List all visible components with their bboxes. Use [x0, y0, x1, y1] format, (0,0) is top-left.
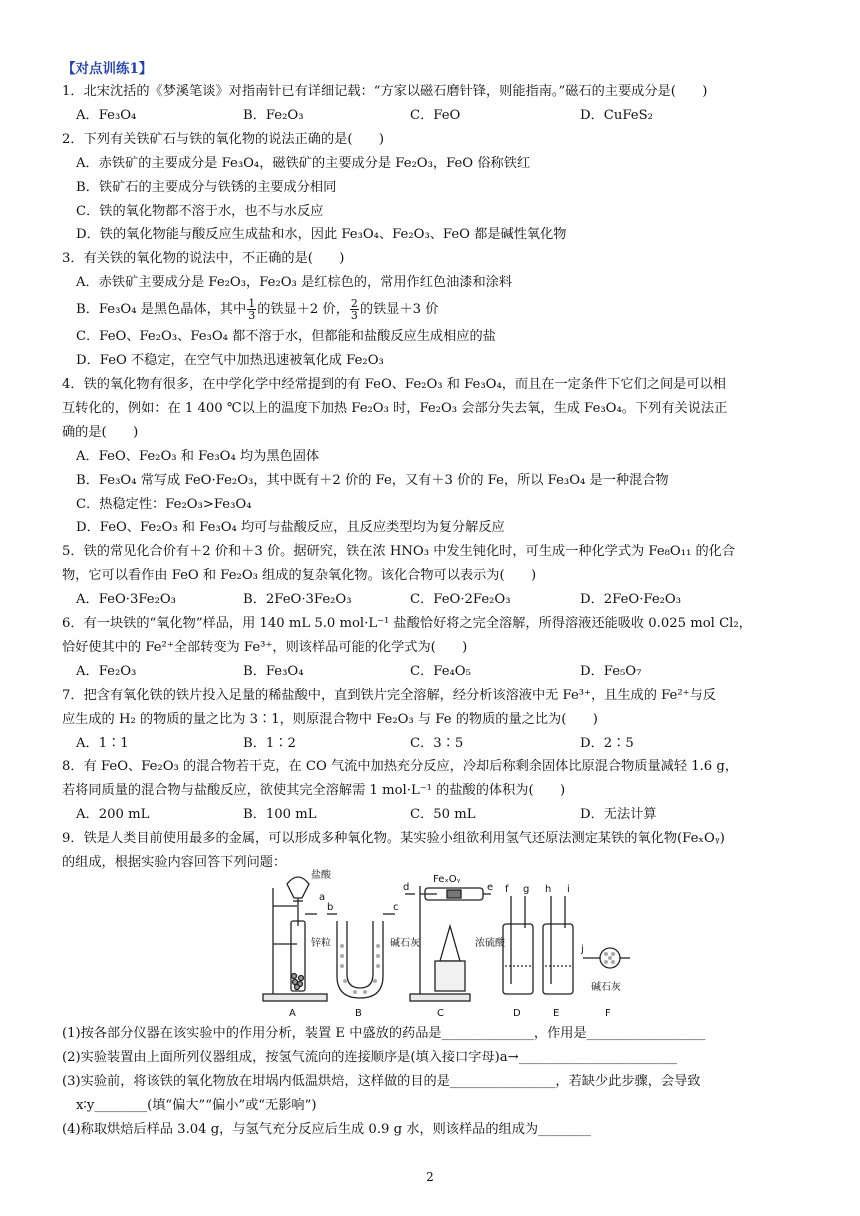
q7-option-c[interactable]: C．3∶5: [410, 735, 464, 751]
q7-option-a[interactable]: A．1∶1: [76, 735, 129, 751]
q4-line1: 4．铁的氧化物有很多，在中学化学中经常提到的有 FeO、Fe₂O₃ 和 Fe₃O₄，而且在一定条件下它们之间是可以相: [62, 376, 726, 392]
q5-options: [62, 588, 812, 612]
port-h: h: [545, 884, 552, 895]
q3-b-post: 的铁显＋3 价: [359, 302, 439, 318]
q2-option-a[interactable]: A．赤铁矿的主要成分是 Fe₃O₄，磁铁矿的主要成分是 Fe₂O₃，FeO 俗称铁红: [76, 155, 531, 171]
q2-option-d[interactable]: D．铁的氧化物能与酸反应生成盐和水，因此 Fe₃O₄、Fe₂O₃、FeO 都是碱性氧化物: [76, 227, 567, 243]
section-title: 【对点训练1】: [62, 61, 153, 77]
label-iron-oxide: FeₓOᵧ: [433, 874, 461, 885]
q7-line2: 应生成的 H₂ 的物质的量之比为 3∶1，则原混合物中 Fe₂O₃ 与 Fe 的物质的量之比为( ): [62, 711, 598, 727]
unit-b-u-tube: [327, 914, 395, 998]
soda-lime-fill-f: [604, 952, 615, 964]
unit-label-c: C: [437, 1008, 444, 1019]
q6-line2: 恰好使其中的 Fe²⁺全部转变为 Fe³⁺，则该样品可能的化学式为( ): [62, 639, 468, 655]
apparatus-figure: [205, 866, 635, 1021]
q8-option-a[interactable]: A．200 mL: [76, 807, 150, 823]
q8-option-b[interactable]: B．100 mL: [243, 807, 317, 823]
q2-option-b[interactable]: B．铁矿石的主要成分与铁锈的主要成分相同: [76, 179, 337, 195]
unit-f-drying-tube: [583, 948, 630, 968]
q9-part2: (2)实验装置由上面所列仪器组成，按氢气流向的连接顺序是(填入接口字母)a→________________________: [62, 1049, 677, 1065]
q6-line1: 6．有一块铁的“氧化物”样品，用 140 mL 5.0 mol·L⁻¹ 盐酸恰好将之完全溶解，所得溶液还能吸收 0.025 mol Cl₂，: [62, 616, 752, 632]
q5-option-c[interactable]: C．FeO·2Fe₂O₃: [410, 592, 511, 608]
q9-line2: 的组成，根据实验内容回答下列问题：: [62, 855, 287, 871]
q6-option-c[interactable]: C．Fe₄O₅: [410, 663, 471, 679]
fraction-two-thirds: [350, 298, 359, 321]
q3-option-d[interactable]: D．FeO 不稳定，在空气中加热迅速被氧化成 Fe₂O₃: [76, 353, 384, 369]
unit-label-a: A: [289, 1008, 296, 1019]
q9-subquestions: [62, 1022, 812, 1142]
port-i: i: [567, 884, 570, 895]
unit-label-d: D: [513, 1008, 521, 1019]
fraction-one-third: [247, 298, 256, 321]
q4-option-b[interactable]: B．Fe₃O₄ 常写成 FeO·Fe₂O₃，其中既有＋2 价的 Fe，又有＋3 价的 Fe，所以 Fe₃O₄ 是一种混合物: [76, 472, 669, 488]
q9-part4: (4)称取烘焙后样品 3.04 g，与氢气充分反应后生成 0.9 g 水，则该样品的组成为________: [62, 1121, 591, 1137]
unit-label-f: F: [605, 1008, 611, 1019]
port-d: d: [403, 882, 410, 893]
q9-line1: 9．铁是人类目前使用最多的金属，可以形成多种氧化物。某实验小组欲利用氢气还原法测定某铁的氧化物(FeₓOᵧ): [62, 831, 725, 847]
q1-options: [62, 104, 812, 128]
q4-line2: 互转化的，例如：在 1 400 ℃以上的温度下加热 Fe₂O₃ 时，Fe₂O₃ 会部分失去氧，生成 Fe₃O₄。下列有关说法正: [62, 400, 728, 416]
port-g: g: [523, 884, 530, 895]
label-conc-h2so4: 浓硫酸: [475, 938, 505, 949]
q3-b-mid: 的铁显＋2 价，: [257, 302, 349, 318]
q6-option-b[interactable]: B．Fe₃O₄: [243, 663, 304, 679]
worksheet: [62, 58, 812, 875]
q5-option-d[interactable]: D．2FeO·Fe₂O₃: [580, 592, 682, 608]
q4-option-d[interactable]: D．FeO、Fe₂O₃ 和 Fe₃O₄ 均可与盐酸反应，且反应类型均为复分解反应: [76, 520, 505, 536]
q6-option-d[interactable]: D．Fe₅O₇: [580, 663, 642, 679]
q9-part3b: x∶y________(填“偏大”“偏小”或“无影响”): [76, 1097, 317, 1113]
label-hcl: 盐酸: [311, 870, 331, 881]
q3-option-b[interactable]: [62, 295, 812, 325]
q5-line1: 5．铁的常见化合价有＋2 价和＋3 价。据研究，铁在浓 HNO₃ 中发生钝化时，可生成一种化学式为 Fe₈O₁₁ 的化合: [62, 544, 736, 560]
q8-option-c[interactable]: C．50 mL: [410, 807, 476, 823]
label-soda-lime: 碱石灰: [390, 938, 420, 949]
label-zinc: 锌粒: [311, 938, 331, 949]
unit-label-b: B: [355, 1008, 362, 1019]
q4-line3: 确的是( ): [62, 424, 139, 440]
unit-label-e: E: [553, 1008, 560, 1019]
q1-option-d[interactable]: D．CuFeS₂: [580, 107, 653, 123]
q4-option-a[interactable]: A．FeO、Fe₂O₃ 和 Fe₃O₄ 均为黑色固体: [76, 448, 320, 464]
q8-option-d[interactable]: D．无法计算: [580, 807, 657, 823]
q4-option-c[interactable]: C．热稳定性：Fe₂O₃>Fe₃O₄: [76, 496, 252, 512]
q9-part3: (3)实验前，将该铁的氧化物放在坩埚内低温烘焙，这样做的目的是________________，若缺少此步骤，会导致: [62, 1073, 701, 1089]
q7-options: [62, 732, 812, 756]
port-j: j: [581, 944, 584, 955]
q8-line1: 8．有 FeO、Fe₂O₃ 的混合物若干克，在 CO 气流中加热充分反应，冷却后称剩余固体比原混合物质量减轻 1.6 g，: [62, 759, 739, 775]
port-b: b: [327, 902, 334, 913]
zinc-granules-icon: [292, 974, 304, 990]
q3-option-a[interactable]: A．赤铁矿主要成分是 Fe₂O₃，Fe₂O₃ 是红棕色的，常用作红色油漆和涂料: [76, 275, 513, 291]
q1-option-c[interactable]: C．FeO: [410, 107, 461, 123]
q9-part1: (1)按各部分仪器在该实验中的作用分析，装置 E 中盛放的药品是______________，作用是__________________: [62, 1026, 706, 1041]
q5-option-b[interactable]: B．2FeO·3Fe₂O₃: [243, 592, 352, 608]
q6-options: [62, 660, 812, 684]
frac1-numerator: 1: [248, 297, 256, 311]
q7-line1: 7．把含有氧化铁的铁片投入足量的稀盐酸中，直到铁片完全溶解，经分析该溶液中无 Fe³⁺，且生成的 Fe²⁺与反: [62, 687, 716, 703]
q1-option-b[interactable]: B．Fe₂O₃: [243, 107, 304, 123]
q1-option-a[interactable]: A．Fe₃O₄: [76, 107, 137, 123]
frac1-denominator: 3: [248, 309, 256, 323]
frac2-denominator: 3: [350, 309, 358, 323]
q2-stem: 2．下列有关铁矿石与铁的氧化物的说法正确的是( ): [62, 131, 384, 147]
q7-option-b[interactable]: B．1∶2: [243, 735, 296, 751]
port-c: c: [393, 902, 399, 913]
port-a: a: [319, 892, 326, 903]
q3-option-c[interactable]: C．FeO、Fe₂O₃、Fe₃O₄ 都不溶于水，但都能和盐酸反应生成相应的盐: [76, 329, 496, 345]
q6-option-a[interactable]: A．Fe₂O₃: [76, 663, 137, 679]
q2-option-c[interactable]: C．铁的氧化物都不溶于水，也不与水反应: [76, 203, 324, 219]
frac2-numerator: 2: [350, 297, 358, 311]
unit-e-wash-bottle: [543, 896, 573, 994]
q5-option-a[interactable]: A．FeO·3Fe₂O₃: [76, 592, 176, 608]
q1-stem: 1．北宋沈括的《梦溪笔谈》对指南针已有详细记载：“方家以磁石磨针锋，则能指南。”磁石的主要成分是( ): [62, 84, 708, 99]
page-number: 2: [426, 1170, 434, 1184]
unit-d-wash-bottle: [503, 896, 533, 994]
q8-line2: 若将同质量的混合物与盐酸反应，欲使其完全溶解需 1 mol·L⁻¹ 的盐酸的体积为( ): [62, 783, 566, 799]
soda-lime-fill-b: [340, 944, 380, 994]
label-soda-lime-f: 碱石灰: [591, 982, 621, 993]
q5-line2: 物，它可以看作由 FeO 和 Fe₂O₃ 组成的复杂氧化物。该化合物可以表示为( ): [62, 568, 537, 584]
q3-stem: 3．有关铁的氧化物的说法中，不正确的是( ): [62, 251, 345, 267]
port-e: e: [487, 882, 494, 893]
port-f: f: [505, 884, 509, 895]
q8-options: [62, 803, 812, 827]
q7-option-d[interactable]: D．2∶5: [580, 735, 634, 751]
q3-b-pre: B．Fe₃O₄ 是黑色晶体，其中: [76, 302, 247, 318]
